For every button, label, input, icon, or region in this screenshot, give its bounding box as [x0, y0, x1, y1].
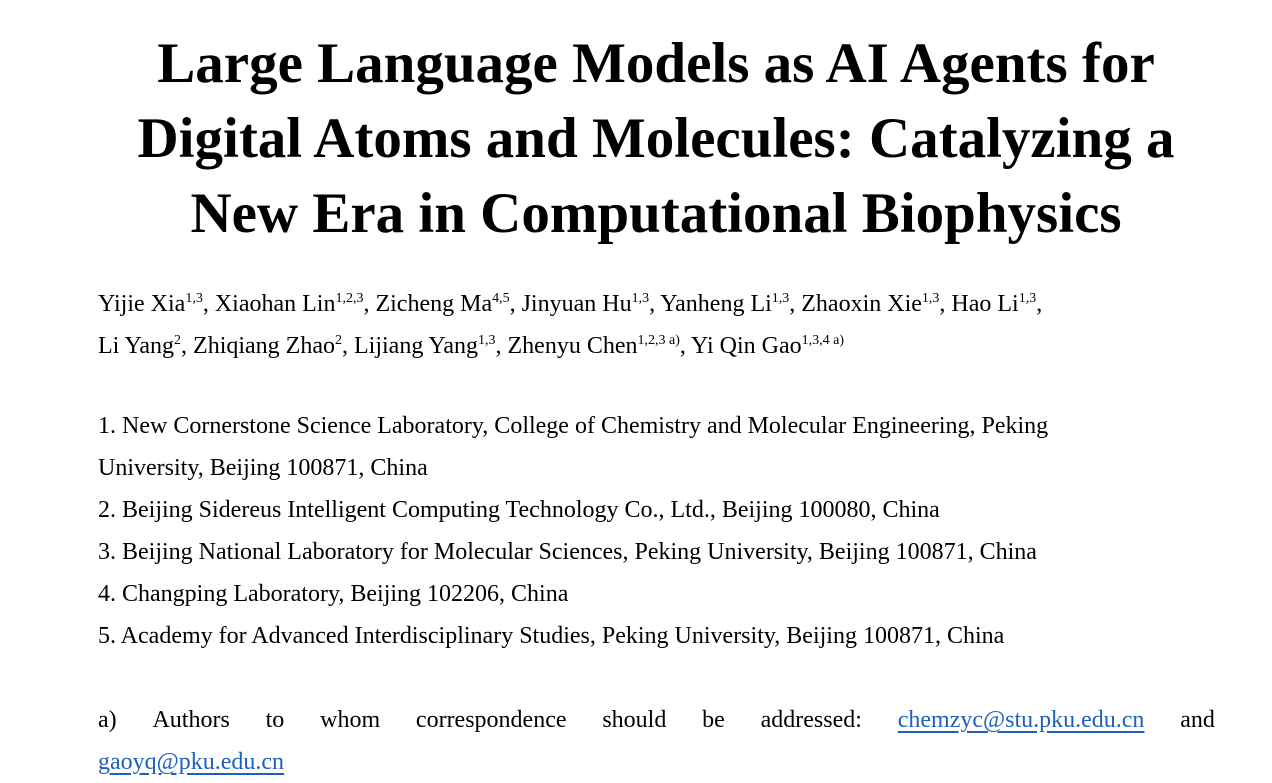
- affiliation-item: [98, 405, 1218, 489]
- author-affiliation-marker: 1,2,3: [335, 291, 364, 306]
- author-separator: ,: [939, 291, 952, 317]
- author-affiliation-marker: 2: [174, 333, 182, 348]
- affiliation-item: [98, 531, 1218, 573]
- affiliation-text: 2. Beijing Sidereus Intelligent Computing Technology Co., Ltd., Beijing 100080, China: [98, 497, 940, 523]
- title-line: New Era in Computational Biophysics: [190, 182, 1122, 245]
- author-name: Yi Qin Gao: [691, 333, 802, 359]
- author-name: Lijiang Yang: [354, 333, 479, 359]
- affiliation-text: 3. Beijing National Laboratory for Molecular Sciences, Peking University, Beijing 100871, China: [98, 539, 1037, 565]
- correspondence-word: correspondence: [415, 707, 567, 733]
- correspondence-word: Authors: [152, 707, 230, 733]
- author-line: [98, 283, 1218, 325]
- affiliation-list: [98, 405, 1218, 657]
- correspondence-word: to: [265, 707, 285, 733]
- author-separator: ,: [181, 333, 194, 359]
- correspondence-note: [98, 699, 1215, 783]
- affiliation-text: 5. Academy for Advanced Interdisciplinary Studies, Peking University, Beijing 100871, China: [98, 623, 1005, 649]
- author-affiliation-marker: 1,3: [185, 291, 203, 306]
- author-name: Jinyuan Hu: [521, 291, 632, 317]
- author-affiliation-marker: 1,3: [1018, 291, 1037, 306]
- correspondence-word: should: [602, 707, 667, 733]
- author-name: Yijie Xia: [98, 291, 186, 317]
- author-separator: ,: [202, 291, 215, 317]
- author-separator: ,: [363, 291, 376, 317]
- author-separator: ,: [649, 291, 661, 317]
- correspondence-line: [98, 699, 1215, 741]
- author-separator: ,: [679, 333, 691, 359]
- author-affiliation-marker: 1,3: [478, 333, 496, 348]
- affiliation-text: 1. New Cornerstone Science Laboratory, College of Chemistry and Molecular Engineering, Peking: [98, 413, 1049, 439]
- author-line: [98, 325, 1218, 367]
- author-affiliation-marker: 4,5: [492, 291, 510, 306]
- correspondence-word: a): [98, 707, 117, 733]
- email-link-chemzyc[interactable]: chemzyc@stu.pku.edu.cn: [897, 707, 1145, 733]
- author-affiliation-marker: 1,3: [921, 291, 940, 306]
- author-name: Li Yang: [98, 333, 175, 359]
- paper-title: [0, 26, 1272, 251]
- affiliation-text: University, Beijing 100871, China: [98, 455, 428, 481]
- author-affiliation-marker: 1,3,4 a): [801, 333, 845, 348]
- affiliation-item: [98, 615, 1218, 657]
- author-name: Xiaohan Lin: [214, 291, 336, 317]
- correspondence-line: [98, 741, 1215, 783]
- affiliation-item: [98, 573, 1218, 615]
- author-list: [98, 283, 1218, 367]
- email-link-gaoyq[interactable]: gaoyq@pku.edu.cn: [98, 749, 285, 775]
- author-separator: ,: [509, 291, 522, 317]
- author-affiliation-marker: 1,3: [771, 291, 790, 306]
- author-separator: ,: [1036, 291, 1043, 317]
- author-affiliation-marker: 1,3: [631, 291, 650, 306]
- author-affiliation-marker: 1,2,3 a): [637, 333, 680, 348]
- author-name: Zhaoxin Xie: [801, 291, 922, 317]
- author-separator: ,: [789, 291, 802, 317]
- author-name: Zhiqiang Zhao: [193, 333, 335, 359]
- correspondence-word: addressed:: [760, 707, 862, 733]
- author-name: Zhenyu Chen: [507, 333, 638, 359]
- affiliation-text: 4. Changping Laboratory, Beijing 102206, China: [98, 581, 569, 607]
- correspondence-conjunction: and: [1180, 707, 1215, 733]
- title-line: Large Language Models as AI Agents for: [157, 32, 1155, 95]
- title-line: Digital Atoms and Molecules: Catalyzing a: [137, 107, 1175, 170]
- author-separator: ,: [342, 333, 354, 359]
- affiliation-item: [98, 489, 1218, 531]
- author-separator: ,: [495, 333, 508, 359]
- author-name: Zicheng Ma: [375, 291, 493, 317]
- correspondence-word: be: [702, 707, 725, 733]
- author-affiliation-marker: 2: [335, 333, 342, 348]
- author-name: Hao Li: [951, 291, 1019, 317]
- author-name: Yanheng Li: [660, 291, 772, 317]
- correspondence-word: whom: [320, 707, 381, 733]
